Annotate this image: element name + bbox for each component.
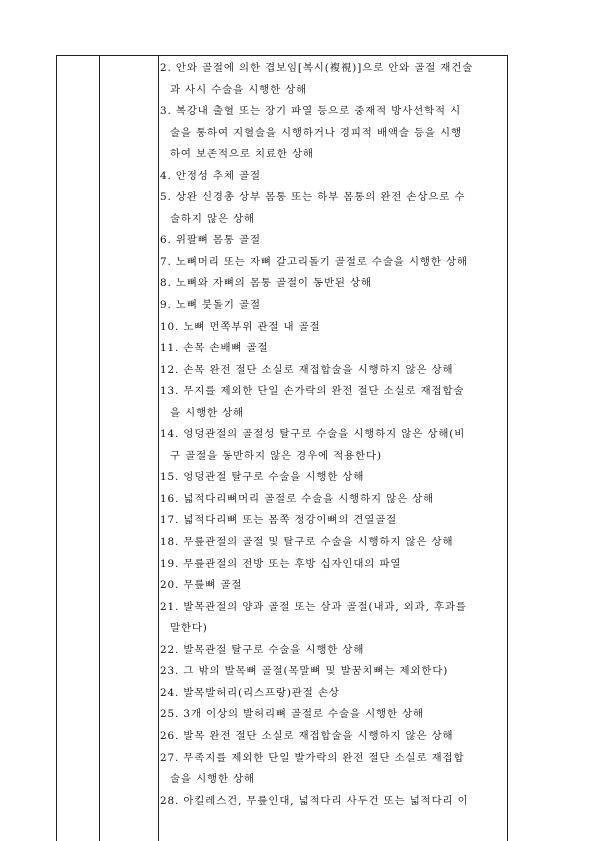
table-border-col2 xyxy=(99,55,100,841)
list-item-text: 10. 노뼈 먼쪽부위 관절 내 골절 xyxy=(160,320,321,333)
list-item-continuation: 술을 시행한 상해 xyxy=(170,773,255,786)
list-item-continuation: 하여 보존적으로 치료한 상해 xyxy=(170,148,314,161)
table-border-left xyxy=(56,55,57,841)
list-item xyxy=(160,381,508,424)
list-item-text: 7. 노뼈머리 또는 자뼈 갈고리돌기 골절로 수술을 시행한 상해 xyxy=(160,255,468,268)
list-item xyxy=(160,510,508,532)
list-item-text: 4. 안정성 추체 골절 xyxy=(160,169,261,182)
list-item-text: 17. 넓적다리뼈 또는 몸쪽 정강이뼈의 견열골절 xyxy=(160,514,398,527)
list-item xyxy=(160,489,508,511)
list-item-text: 6. 위팔뼈 몸통 골절 xyxy=(160,234,261,247)
list-item-text: 3. 복강내 출혈 또는 장기 파열 등으로 중재적 방사선학적 시 xyxy=(160,105,462,118)
list-item-text: 22. 발목관절 탈구로 수술을 시행한 상해 xyxy=(160,643,365,656)
list-item xyxy=(160,597,508,640)
list-item xyxy=(160,230,508,252)
list-item xyxy=(160,554,508,576)
list-item-text: 19. 무릎관절의 전방 또는 후방 십자인대의 파열 xyxy=(160,557,402,570)
list-item-text: 2. 안와 골절에 의한 겹보임[복시(複視)]으로 안와 골절 재건술 xyxy=(160,62,474,74)
list-item xyxy=(160,791,508,813)
list-item xyxy=(160,640,508,662)
list-item xyxy=(160,360,508,382)
list-item xyxy=(160,295,508,317)
list-item xyxy=(160,748,508,791)
list-item-text: 13. 무지를 제외한 단일 손가락의 완전 절단 소실로 재접합술 xyxy=(160,385,465,398)
list-item-text: 14. 엉덩관절의 골절성 탈구로 수술을 시행하지 않은 상해(비 xyxy=(160,428,466,441)
list-item xyxy=(160,58,508,101)
table-top-border xyxy=(56,55,507,56)
list-item-text: 5. 상완 신경총 상부 몸통 또는 하부 몸통의 완전 손상으로 수 xyxy=(160,191,466,204)
list-item-text: 20. 무릎뼈 골절 xyxy=(160,579,243,592)
list-item xyxy=(160,273,508,295)
list-item xyxy=(160,726,508,748)
list-item xyxy=(160,317,508,339)
list-item xyxy=(160,704,508,726)
list-item xyxy=(160,575,508,597)
list-item-text: 8. 노뼈와 자뼈의 몸통 골절이 동반된 상해 xyxy=(160,277,372,290)
list-item xyxy=(160,683,508,705)
list-item-continuation: 구 골절을 동반하지 않은 경우에 적용한다) xyxy=(170,449,382,462)
list-item xyxy=(160,101,508,166)
list-item-text: 18. 무릎관절의 골절 및 탈구로 수술을 시행하지 않은 상해 xyxy=(160,536,454,549)
list-item-continuation: 을 시행한 상해 xyxy=(170,406,245,419)
list-item-continuation: 말한다) xyxy=(170,622,208,635)
list-item-text: 9. 노뼈 붓돌기 골절 xyxy=(160,299,261,312)
list-item xyxy=(160,252,508,274)
list-item-text: 21. 발목관절의 양과 골절 또는 삼과 골절(내과, 외과, 후과를 xyxy=(160,600,467,613)
injury-item-list xyxy=(160,58,508,812)
list-item-text: 12. 손목 완전 절단 소실로 재접합술을 시행하지 않은 상해 xyxy=(160,363,454,376)
list-item-continuation: 술을 통하여 지혈술을 시행하거나 경피적 배액술 등을 시행 xyxy=(170,126,462,139)
list-item-text: 16. 넓적다리뼈머리 골절로 수술을 시행하지 않은 상해 xyxy=(160,492,435,505)
list-item-continuation: 술하지 않은 상해 xyxy=(170,212,255,225)
list-item-text: 15. 엉덩관절 탈구로 수술을 시행한 상해 xyxy=(160,471,365,484)
list-item-text: 26. 발목 완전 절단 소실로 재접합술을 시행하지 않은 상해 xyxy=(160,729,454,742)
table-border-col3 xyxy=(158,55,159,841)
list-item-text: 28. 아킬레스건, 무릎인대, 넓적다리 사두건 또는 넓적다리 이 xyxy=(160,794,469,807)
list-item xyxy=(160,532,508,554)
list-item xyxy=(160,467,508,489)
list-item xyxy=(160,661,508,683)
list-item-text: 25. 3개 이상의 발허리뼈 골절로 수술을 시행한 상해 xyxy=(160,708,424,721)
list-item-text: 23. 그 밖의 발목뼈 골절(목말뼈 및 발꿈치뼈는 제외한다) xyxy=(160,665,449,678)
list-item-text: 27. 무족지를 제외한 단일 발가락의 완전 절단 소실로 재접합 xyxy=(160,751,465,764)
list-item-text: 11. 손목 손배뼈 골절 xyxy=(160,342,269,355)
list-item xyxy=(160,338,508,360)
list-item-text: 24. 발목발허리(리스프랑)관절 손상 xyxy=(160,686,340,699)
list-item xyxy=(160,424,508,467)
list-item xyxy=(160,166,508,188)
list-item-continuation: 과 사시 수술을 시행한 상해 xyxy=(170,83,308,96)
list-item xyxy=(160,187,508,230)
